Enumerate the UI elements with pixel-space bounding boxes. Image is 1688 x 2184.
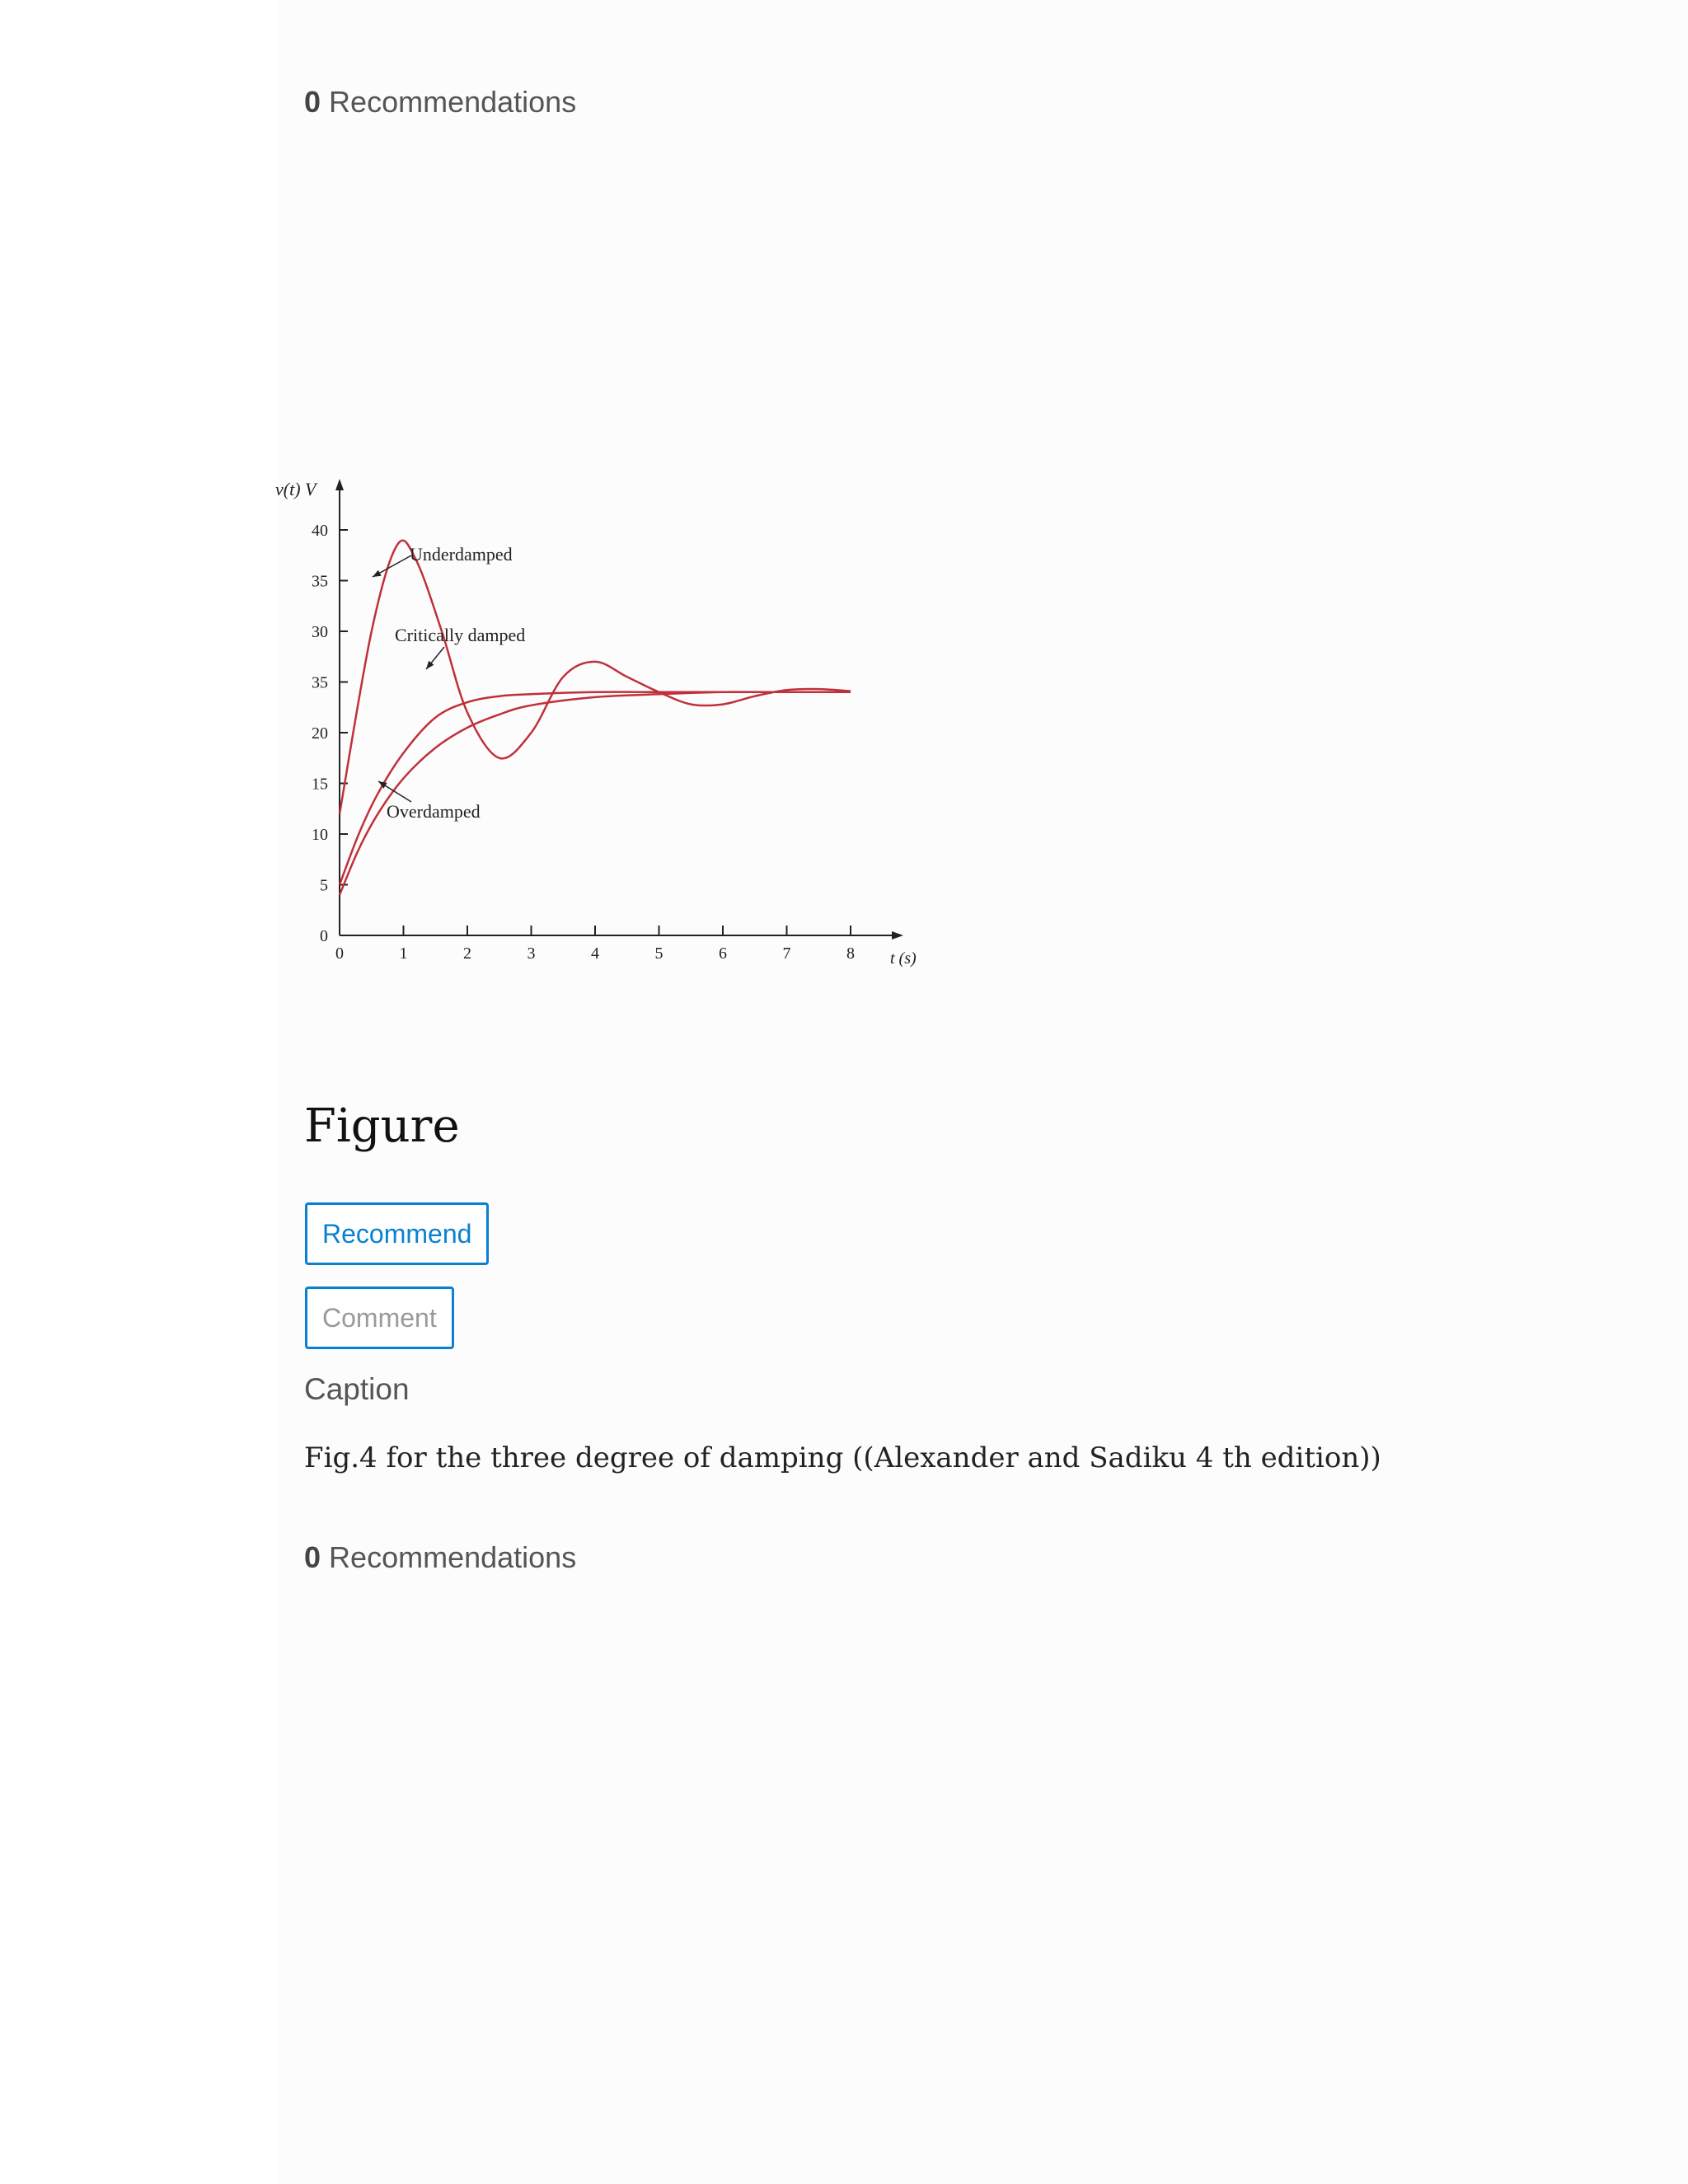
x-tick-label: 7 (782, 944, 791, 963)
content-panel (279, 0, 1688, 2184)
figure-heading: Figure (304, 1099, 460, 1153)
recommendations-label: Recommendations (329, 1540, 577, 1574)
y-tick-label: 35 (312, 673, 328, 692)
underdamped-arrowhead (373, 570, 382, 577)
overdamped-arrowhead (378, 781, 387, 789)
x-tick-label: 0 (335, 944, 344, 963)
y-axis-arrow (335, 479, 344, 490)
recommendations-label: Recommendations (329, 85, 577, 119)
y-tick-label: 10 (312, 826, 328, 844)
annotation-overdamped: Overdamped (387, 801, 481, 822)
recommendations-count: 0 (304, 1540, 321, 1574)
x-axis-label: t (s) (890, 949, 917, 968)
comment-button[interactable]: Comment (305, 1286, 454, 1349)
x-tick-label: 3 (527, 944, 536, 963)
chart-root (275, 479, 917, 968)
caption-label: Caption (304, 1372, 410, 1406)
damping-chart[interactable] (275, 470, 926, 1005)
annotation-critically-damped: Critically damped (395, 625, 526, 645)
y-axis-label: v(t) V (275, 479, 316, 499)
x-tick-label: 2 (463, 944, 471, 963)
y-tick-label: 5 (320, 876, 328, 895)
y-tick-label: 35 (312, 572, 328, 591)
y-tick-label: 20 (312, 724, 328, 743)
x-axis-arrow (892, 931, 903, 940)
x-tick-label: 4 (591, 944, 599, 963)
series-line-overdamped (340, 692, 851, 895)
x-tick-label: 1 (399, 944, 408, 963)
recommendations-count-top[interactable] (304, 86, 576, 119)
recommend-button[interactable]: Recommend (305, 1202, 489, 1265)
annotation-underdamped: Underdamped (410, 544, 513, 565)
recommendations-count-bottom[interactable] (304, 1541, 576, 1574)
caption-text: Fig.4 for the three degree of damping ((Alexander and Sadiku 4 th edition)) (304, 1441, 1381, 1474)
y-tick-label: 0 (320, 927, 328, 945)
y-tick-label: 15 (312, 775, 328, 794)
recommendations-count: 0 (304, 85, 321, 119)
series-line-critically-damped (340, 692, 851, 885)
series-line-underdamped (340, 541, 851, 814)
x-tick-label: 6 (719, 944, 727, 963)
x-tick-label: 5 (654, 944, 663, 963)
x-tick-label: 8 (846, 944, 855, 963)
y-tick-label: 30 (312, 623, 328, 641)
y-tick-label: 40 (312, 522, 328, 540)
